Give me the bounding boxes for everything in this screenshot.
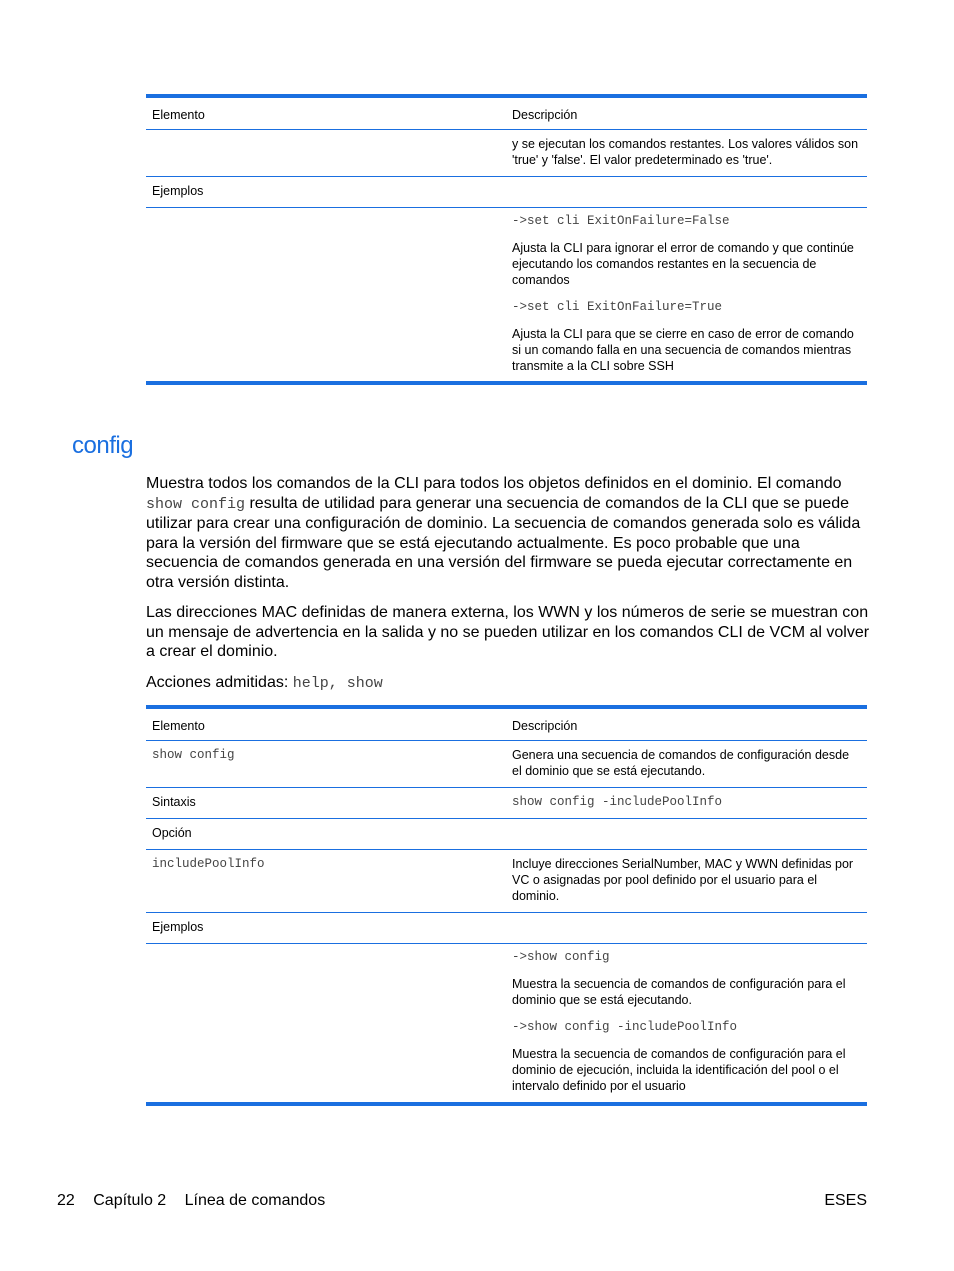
example-code: ->set cli ExitOnFailure=False: [512, 214, 730, 228]
syntax-label: Sintaxis: [146, 788, 506, 819]
option-label: Opción: [146, 819, 506, 850]
table-header-elemento: Elemento: [146, 96, 506, 130]
table-show-config: [146, 705, 867, 1106]
actions-value: help, show: [292, 674, 383, 692]
inline-code: show config: [146, 495, 246, 513]
examples-label: Ejemplos: [146, 913, 506, 944]
section-body: [146, 474, 871, 704]
row-desc: Genera una secuencia de comandos de configuración desde el dominio que se está ejecutando.: [506, 741, 867, 788]
supported-actions: Acciones admitidas: help, show: [146, 673, 383, 692]
chapter-label: Capítulo 2: [93, 1192, 167, 1209]
language-code: ESES: [824, 1192, 867, 1209]
page-number: 22: [57, 1192, 75, 1209]
paragraph-2: Las direcciones MAC definidas de manera externa, los WWN y los números de serie se muestran con un mensaje de advertencia en la salida y no se pueden utilizar en los comandos CLI de VCM al volver a crear el dominio.: [146, 604, 870, 660]
table-header-descripcion: Descripción: [506, 707, 867, 741]
page-footer: [57, 1192, 867, 1210]
example-code: ->show config: [512, 950, 610, 964]
paragraph-1: Muestra todos los comandos de la CLI para todos los objetos definidos en el dominio. El comando show config resulta de utilidad para generar una secuencia de comandos de la CLI que se puede utilizar para crear una configuración de dominio. La secuencia de comandos generada solo es válida para la versión del firmware que se está ejecutando actualmente. Es poco probable que una secuencia de comandos generada en una versión del firmware se pueda ejecutar correctamente en otra versión distinta.: [146, 475, 861, 591]
continuation-text: y se ejecutan los comandos restantes. Los valores válidos son 'true' y 'false'. El valor predeterminado es 'true'.: [506, 130, 867, 177]
row-item: show config: [146, 741, 506, 788]
table-set-cli-continued: [146, 94, 867, 385]
example-code: ->set cli ExitOnFailure=True: [512, 300, 723, 314]
example-code: ->show config -includePoolInfo: [512, 1020, 738, 1034]
examples-cell: [506, 944, 867, 1105]
table-header-descripcion: Descripción: [506, 96, 867, 130]
table-header-elemento: Elemento: [146, 707, 506, 741]
example-desc: Ajusta la CLI para ignorar el error de comando y que continúe ejecutando los comandos restantes en la secuencia de comandos: [512, 241, 854, 287]
option-item: includePoolInfo: [146, 850, 506, 913]
chapter-title: Línea de comandos: [184, 1192, 326, 1209]
example-desc: Ajusta la CLI para que se cierre en caso de error de comando si un comando falla en una secuencia de comandos mientras transmite a la CLI sobre SSH: [512, 327, 854, 373]
examples-cell: [506, 208, 867, 384]
syntax-value: show config -includePoolInfo: [506, 788, 867, 819]
option-desc: Incluye direcciones SerialNumber, MAC y WWN definidas por VC o asignadas por pool definido por el usuario para el dominio.: [506, 850, 867, 913]
examples-label: Ejemplos: [146, 177, 506, 208]
example-desc: Muestra la secuencia de comandos de configuración para el dominio de ejecución, incluida la identificación del pool o el intervalo definido por el usuario: [512, 1047, 846, 1093]
example-desc: Muestra la secuencia de comandos de configuración para el dominio que se está ejecutando.: [512, 977, 846, 1007]
section-title: config: [72, 432, 134, 459]
